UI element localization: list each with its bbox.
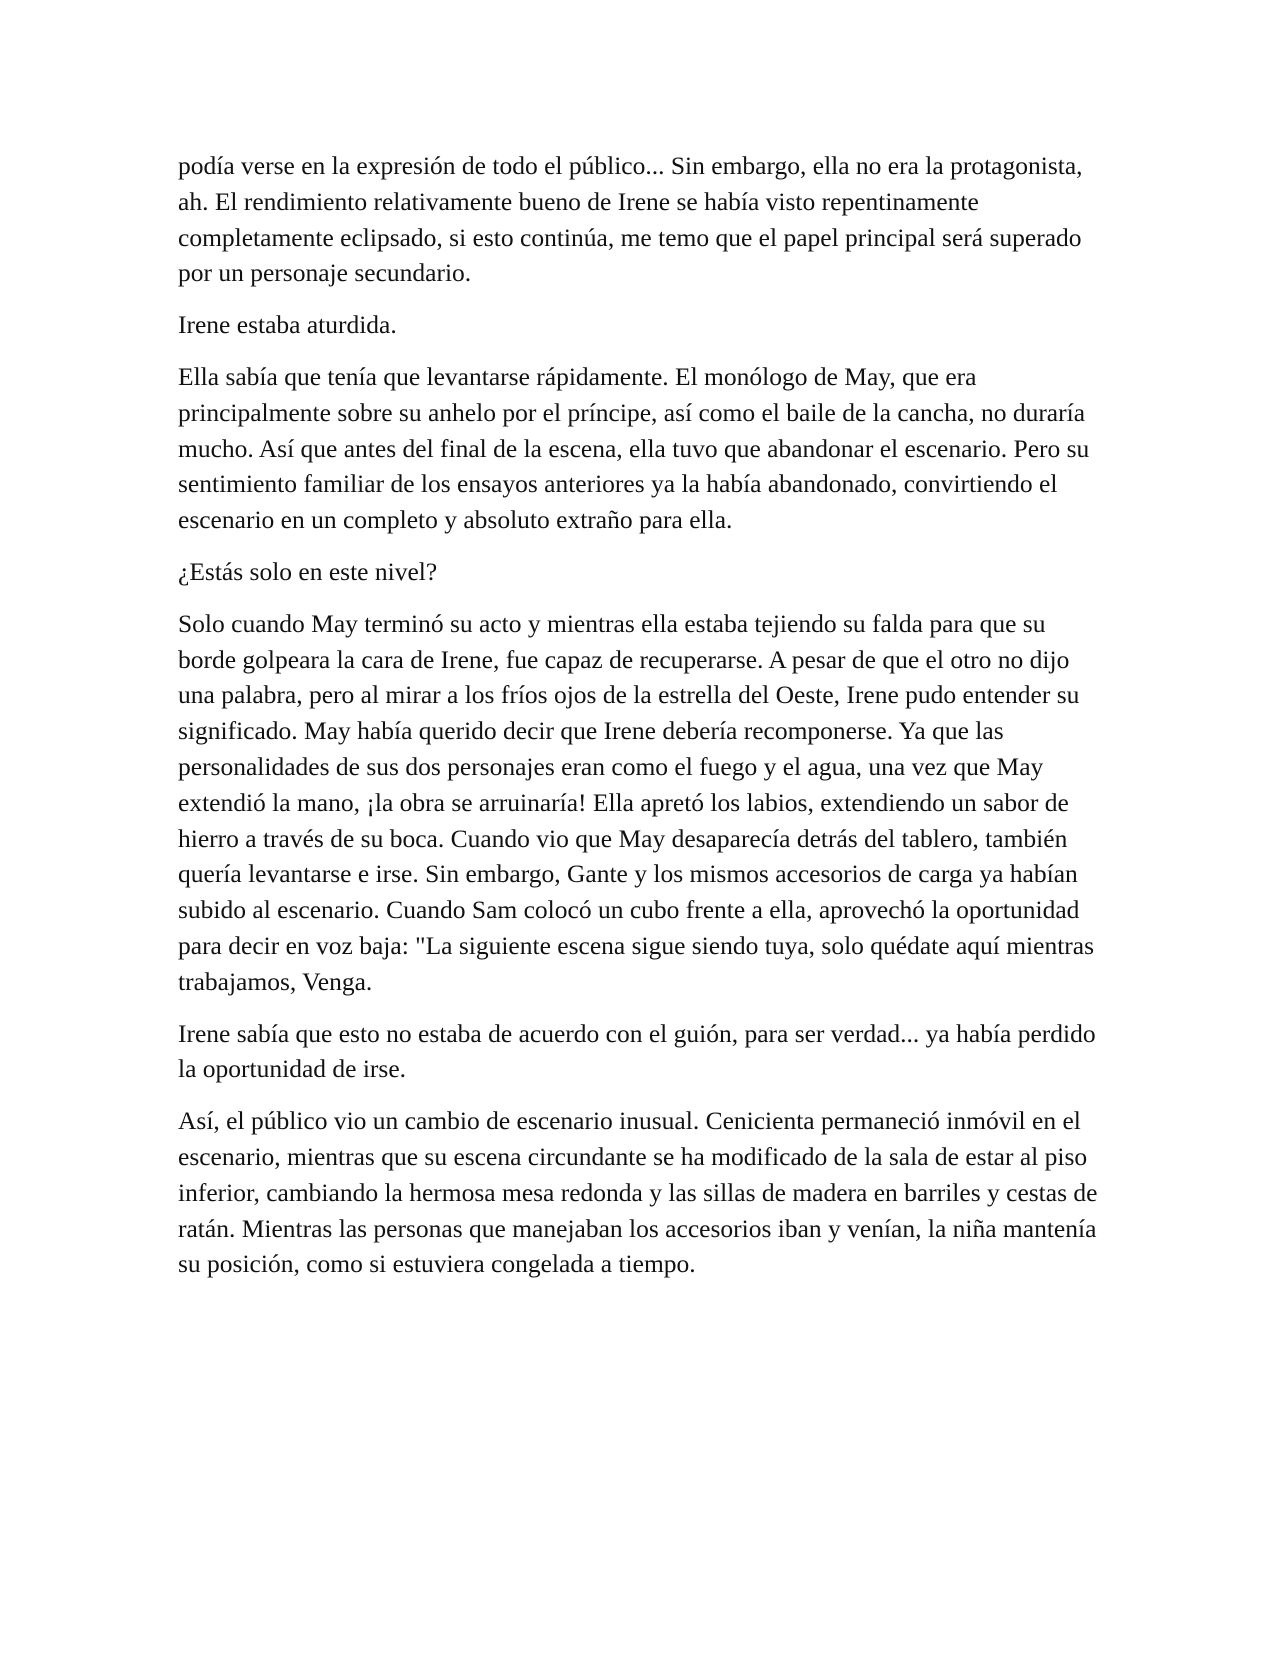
paragraph-1: podía verse en la expresión de todo el público... Sin embargo, ella no era la protagonista, ah. El rendimiento relativamente bueno de Irene se había visto repentinamente completamente eclipsado, si esto continúa, me temo que el papel principal será superado por un personaje secundario. — [178, 151, 1083, 288]
document-body — [178, 148, 1108, 1298]
paragraph-2: Irene estaba aturdida. — [178, 310, 397, 340]
paragraph-7: Así, el público vio un cambio de escenario inusual. Cenicienta permaneció inmóvil en el escenario, mientras que su escena circundante se ha modificado de la sala de estar al piso inferior, cambiando la hermosa mesa redonda y las sillas de madera en barriles y cestas de ratán. Mientras las personas que manejaban los accesorios iban y venían, la niña mantenía su posición, como si estuviera congelada a tiempo. — [178, 1106, 1098, 1279]
paragraph-5: Solo cuando May terminó su acto y mientras ella estaba tejiendo su falda para que su borde golpeara la cara de Irene, fue capaz de recuperarse. A pesar de que el otro no dijo una palabra, pero al mirar a los fríos ojos de la estrella del Oeste, Irene pudo entender su significado. May había querido decir que Irene debería recomponerse. Ya que las personalidades de sus dos personajes eran como el fuego y el agua, una vez que May extendió la mano, ¡la obra se arruinaría! Ella apretó los labios, extendiendo un sabor de hierro a través de su boca. Cuando vio que May desaparecía detrás del tablero, también quería levantarse e irse. Sin embargo, Gante y los mismos accesorios de carga ya habían subido al escenario. Cuando Sam colocó un cubo frente a ella, aprovechó la oportunidad para decir en voz baja: "La siguiente escena sigue siendo tuya, solo quédate aquí mientras trabajamos, Venga. — [178, 608, 1095, 996]
paragraph-6: Irene sabía que esto no estaba de acuerdo con el guión, para ser verdad... ya había perdido la oportunidad de irse. — [178, 1018, 1096, 1084]
paragraph-3: Ella sabía que tenía que levantarse rápidamente. El monólogo de May, que era principalmente sobre su anhelo por el príncipe, así como el baile de la cancha, no duraría mucho. Así que antes del final de la escena, ella tuvo que abandonar el escenario. Pero su sentimiento familiar de los ensayos anteriores ya la había abandonado, convirtiendo el escenario en un completo y absoluto extraño para ella. — [178, 361, 1090, 535]
paragraph-4: ¿Estás solo en este nivel? — [178, 556, 438, 586]
